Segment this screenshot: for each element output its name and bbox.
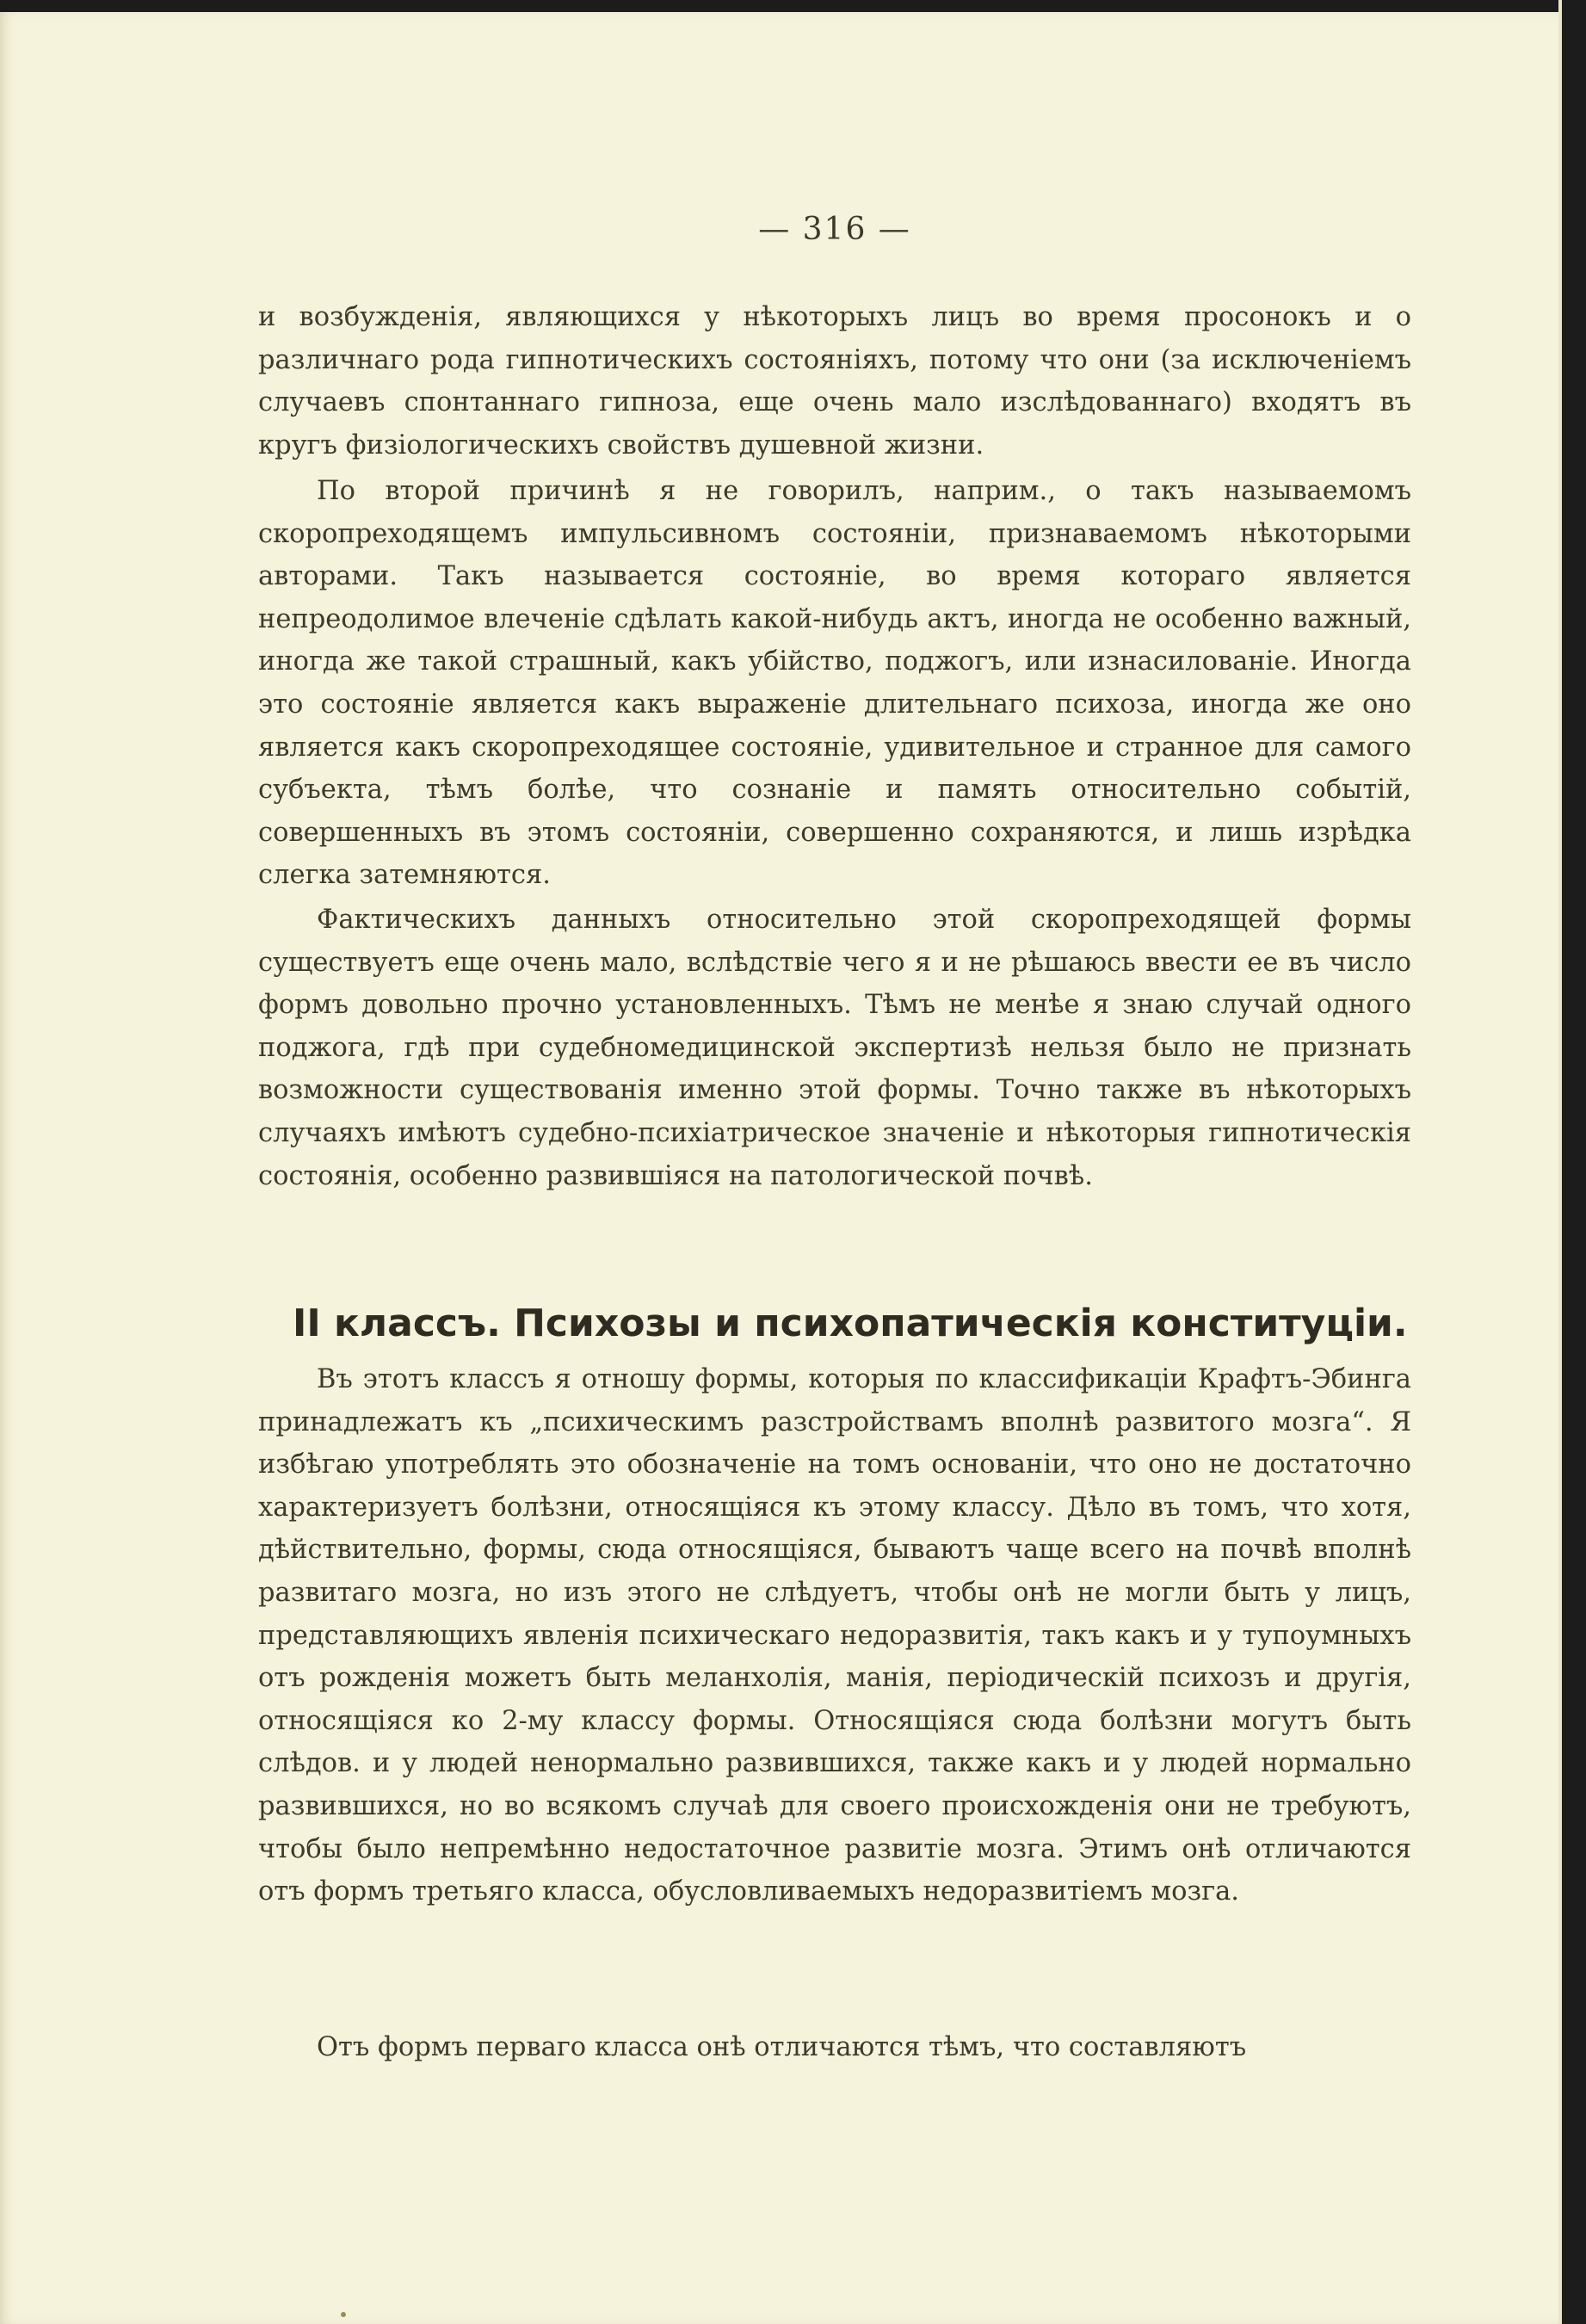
paragraph-class-description	[258, 1358, 1411, 1913]
section-heading: II классъ. Психозы и психопатическія конституціи.	[293, 1301, 1408, 1345]
ink-spot	[341, 2312, 346, 2317]
paragraph-text: Въ этотъ классъ я отношу формы, которыя по классификаціи Крафтъ-Эбинга принадлежатъ къ „психическимъ разстройствамъ вполнѣ развитого мозга“. Я избѣгаю употреблять это обозначеніе на томъ основаніи, что оно не достаточно характеризуетъ болѣзни, относящіяся къ этому классу. Дѣло въ томъ, что хотя, дѣйствительно, формы, сюда относящіяся, бываютъ чаще всего на почвѣ вполнѣ развитаго мозга, но изъ этого не слѣдуетъ, чтобы онѣ не могли быть у лицъ, представляющихъ явленія психическаго недоразвитія, такъ какъ и у тупоумныхъ отъ рожденія можетъ быть меланхолія, манія, періодическій психозъ и другія, относящіяся ко 2-му классу формы. Относящіяся сюда болѣзни могутъ быть слѣдов. и у людей ненормально развившихся, также какъ и у людей нормально развившихся, но во всякомъ случаѣ для своего происхожденія они не требуютъ, чтобы было непремѣнно недостаточное развитіе мозга. Этимъ онѣ отличаются отъ формъ третьяго класса, обусловливаемыхъ недоразвитіемъ мозга.	[258, 1364, 1411, 1907]
paragraph-difference	[258, 2026, 1411, 2069]
page-edge	[1558, 0, 1562, 2324]
paragraph-text: Фактическихъ данныхъ относительно этой скоропреходящей формы существуетъ еще очень мало, вслѣдствіе чего я и не рѣшаюсь ввести ее въ число формъ довольно прочно установленныхъ. Тѣмъ не менѣе я знаю случай одного поджога, гдѣ при судебномедицинской экспертизѣ нельзя было не признать возможности существованія именно этой формы. Точно также въ нѣкоторыхъ случаяхъ имѣютъ судебно-психіатрическое значеніе и нѣкоторыя гипнотическія состоянія, особенно развившіяся на патологической почвѣ.	[258, 905, 1411, 1191]
paragraph-factual-data	[258, 899, 1411, 1197]
paragraph-second-reason	[258, 470, 1411, 897]
page-number: — 316 —	[758, 212, 911, 247]
paragraph-continuation	[258, 296, 1411, 467]
paragraph-text: Отъ формъ перваго класса онѣ отличаются тѣмъ, что составляютъ	[317, 2032, 1247, 2062]
paragraph-text: и возбужденія, являющихся у нѣкоторыхъ лицъ во время просонокъ и о различнаго рода гипнотическихъ состояніяхъ, потому что они (за исключеніемъ случаевъ спонтаннаго гипноза, еще очень мало изслѣдованнаго) входятъ въ кругъ физіологическихъ свойствъ душевной жизни.	[258, 302, 1411, 460]
book-page	[0, 12, 1562, 2324]
paragraph-text: По второй причинѣ я не говорилъ, наприм., о такъ называемомъ скоропреходящемъ импульсивномъ состояніи, признаваемомъ нѣкоторыми авторами. Такъ называется состояніе, во время котораго является непреодолимое влеченіе сдѣлать какой-нибудь актъ, иногда не особенно важный, иногда же такой страшный, какъ убійство, поджогъ, или изнасилованіе. Иногда это состояніе является какъ выраженіе длительнаго психоза, иногда же оно является какъ скоропреходящее состояніе, удивительное и странное для самого субъекта, тѣмъ болѣе, что сознаніе и память относительно событій, совершенныхъ въ этомъ состояніи, совершенно сохраняются, и лишь изрѣдка слегка затемняются.	[258, 476, 1411, 891]
